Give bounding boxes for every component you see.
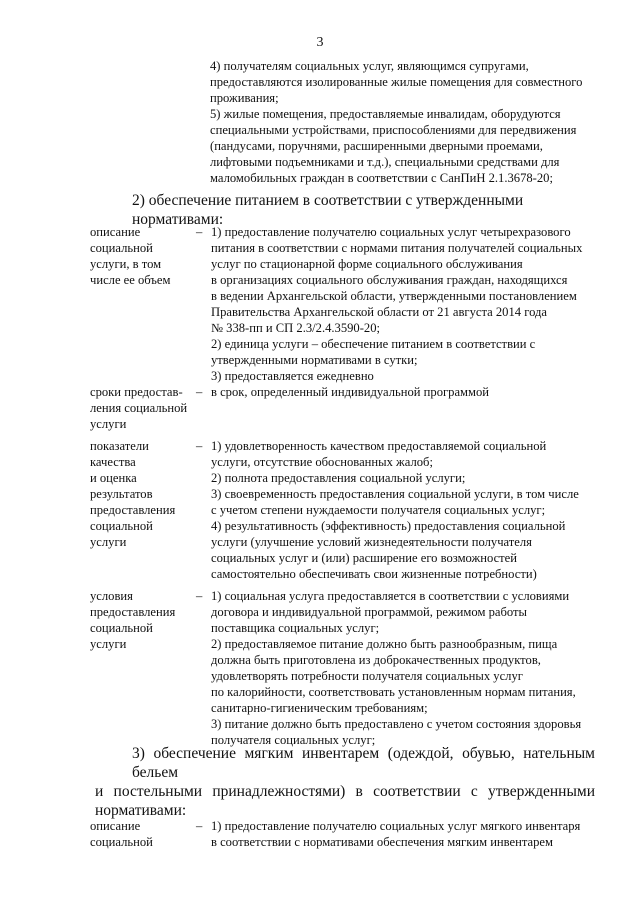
text-line: специальными устройствами, приспособлениями для передвижения: [210, 123, 577, 137]
row-description: 1) социальная услуга предоставляется в соответствии с условиями договора и индивидуальной программой, режимом работы поставщика социальных услуг; 2) предоставляемое питание должно быть разнообразным, пища должна быть приготовлена из доброкачественных продуктов, удовлетворять потребности получателя социальных услуг по калорийности, соответствовать установленным нормам питания, санитарно-гигиеническим требованиям; 3) питание должно быть предоставлено с учетом состояния здоровья получателя социальных услуг;: [211, 589, 582, 747]
row-dash: –: [196, 819, 203, 833]
row-label: условия предоставления социальной услуги: [90, 589, 176, 651]
section-3-heading: 3) обеспечение мягким инвентарем (одеждой, обувью, нательным бельем и постельными принадлежностями) в соответствии с утвержденными нормативами:: [95, 745, 595, 819]
row-dash: –: [196, 439, 203, 453]
text-line: 5) жилые помещения, предоставляемые инвалидам, оборудуются: [210, 107, 561, 121]
row-description: 1) предоставление получателю социальных услуг четырехразового питания в соответствии с нормами питания получателей социальных услуг по стационарной форме социального обслуживания в организациях социального обслуживания граждан, находящихся в ведении Архангельской области, утвержденными постановлением Правительства Архангельской области от 21 августа 2014 года № 338-пп и СП 2.3/2.4.3590-20; 2) единица услуги – обеспечение питанием в соответствии с утвержденными нормативами в сутки; 3) предоставляется ежедневно: [211, 225, 583, 383]
row-label: описание социальной услуги, в том числе ее объем: [90, 225, 171, 287]
row-description: в срок, определенный индивидуальной программой: [211, 385, 490, 399]
page-number: 3: [316, 35, 324, 50]
text-line: проживания;: [210, 91, 279, 105]
text-line: лифтовыми подъемниками и т.д.), специальными средствами для: [210, 155, 560, 169]
row-dash: –: [196, 225, 203, 239]
text-line: 4) получателям социальных услуг, являющимся супругами,: [210, 59, 529, 73]
row-dash: –: [196, 589, 203, 603]
top-paragraph: [210, 58, 602, 186]
row-description: 1) удовлетворенность качеством предоставляемой социальной услуги, отсутствие обоснованных жалоб; 2) полнота предоставления социальной услуги; 3) своевременность предоставления социальной услуги, в том числе с учетом степени нуждаемости получателя социальных услуг; 4) результативность (эффективность) предоставления социальной услуги (улучшение условий жизнедеятельности получателя социальных услуг и (или) расширение его возможностей самостоятельно обеспечивать свои жизненные потребности): [211, 439, 579, 581]
row-description: 1) предоставление получателю социальных услуг мягкого инвентаря в соответствии с нормативами обеспечения мягким инвентарем: [211, 819, 581, 849]
row-dash: –: [196, 385, 203, 399]
row-label: показатели качества и оценка результатов предоставления социальной услуги: [90, 439, 176, 549]
text-line: маломобильных граждан в соответствии с СанПиН 2.1.3678-20;: [210, 171, 553, 185]
text-line: предоставляются изолированные жилые помещения для совместного: [210, 75, 583, 89]
section-2-heading: 2) обеспечение питанием в соответствии с утвержденными нормативами:: [132, 192, 524, 228]
text-line: (пандусами, поручнями, расширенными дверными проемами,: [210, 139, 543, 153]
row-label: сроки предостав- ления социальной услуги: [90, 385, 188, 431]
row-label: описание социальной: [90, 819, 153, 849]
